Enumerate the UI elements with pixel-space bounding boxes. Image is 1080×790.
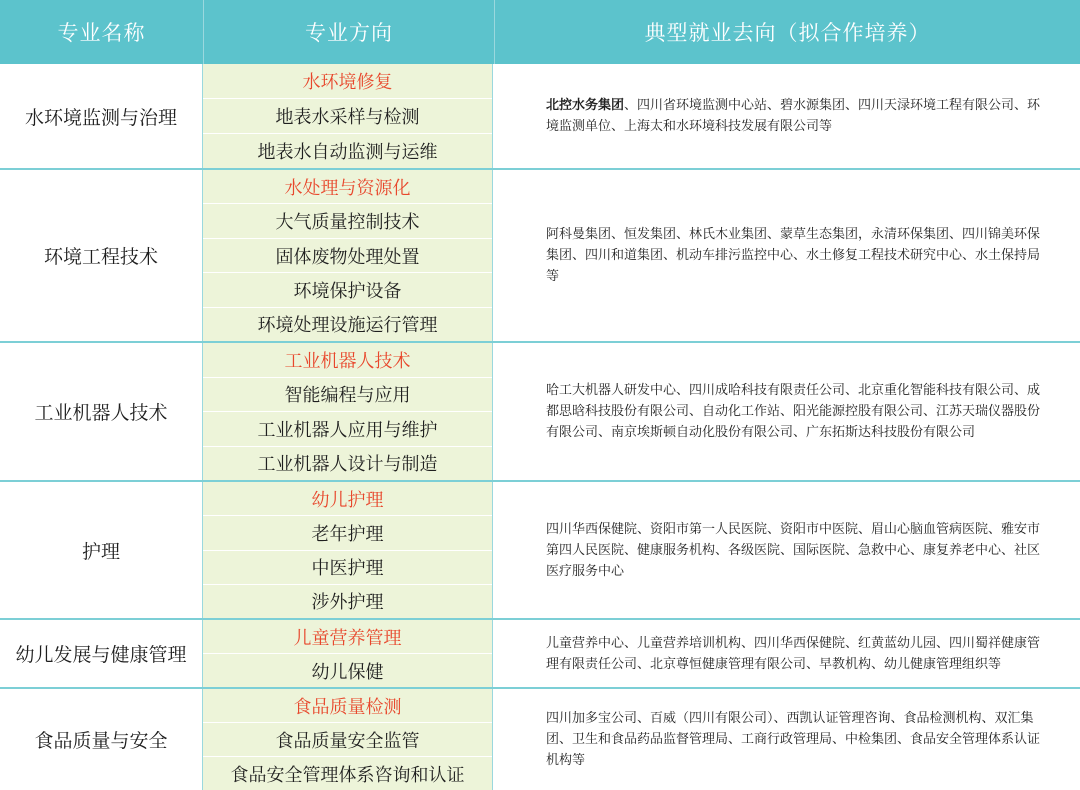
direction-item: 智能编程与应用 [203,377,492,412]
major-name: 工业机器人技术 [0,343,203,480]
direction-list [203,343,493,480]
employment-highlight: 北控水务集团 [546,98,625,113]
table-row [0,482,1080,620]
direction-item: 儿童营养管理 [293,627,402,649]
employment-text [546,95,1044,137]
major-name: 食品质量与安全 [0,689,203,790]
direction-item: 地表水采样与检测 [203,98,492,133]
major-name: 环境工程技术 [0,170,203,341]
header-major-name: 专业名称 [0,0,204,64]
employment-cell [493,343,1080,480]
employment-text: 哈工大机器人研发中心、四川成哈科技有限责任公司、北京重化智能科技有限公司、成都思晗科技股份有限公司、自动化工作站、阳光能源控股有限公司、江苏天瑞仪器股份有限公司、南京埃斯顿自动化股份有限公司、广东拓斯达科技股份有限公司 [546,383,1041,440]
direction-item: 环境处理设施运行管理 [203,307,492,341]
direction-item: 食品安全管理体系咨询和认证 [203,756,492,790]
employment-text: 儿童营养中心、儿童营养培训机构、四川华西保健院、红黄蓝幼儿园、四川蜀祥健康管理有限责任公司、北京尊恒健康管理有限公司、早教机构、幼儿健康管理组织等 [546,635,1041,672]
direction-item: 水处理与资源化 [284,177,411,199]
direction-list [203,170,493,341]
employment-text: 阿科曼集团、恒发集团、林氏木业集团、蒙草生态集团，永清环保集团、四川锦美环保集团、四川和道集团、机动车排污监控中心、水土修复工程技术研究中心、水土保持局等 [546,227,1041,284]
direction-list [203,64,493,168]
direction-item: 工业机器人技术 [284,350,411,372]
table-row [0,64,1080,170]
direction-list [203,482,493,618]
employment-rest: 、四川省环境监测中心站、碧水源集团、四川天渌环境工程有限公司、环境监测单位、上海太和水环境科技发展有限公司等 [546,98,1041,134]
employment-cell [493,689,1080,790]
direction-item: 食品质量检测 [293,696,402,718]
table-row [0,689,1080,790]
table-header [0,0,1080,64]
major-name: 护理 [0,482,203,618]
table-row [0,170,1080,343]
direction-item: 环境保护设备 [203,272,492,306]
major-name: 幼儿发展与健康管理 [0,620,203,687]
direction-item: 幼儿护理 [311,489,384,511]
table-body [0,64,1080,790]
employment-cell [493,620,1080,687]
direction-item: 地表水自动监测与运维 [203,133,492,168]
employment-cell [493,482,1080,618]
header-employment: 典型就业去向（拟合作培养） [644,21,931,45]
header-major-direction: 专业方向 [204,0,495,64]
direction-item: 工业机器人设计与制造 [203,446,492,481]
table-row [0,620,1080,689]
direction-list [203,689,493,790]
major-name: 水环境监测与治理 [0,64,203,168]
direction-item: 涉外护理 [203,584,492,618]
direction-item: 食品质量安全监管 [203,722,492,756]
direction-item: 大气质量控制技术 [203,203,492,237]
direction-item: 老年护理 [203,515,492,549]
direction-item: 幼儿保健 [203,653,492,687]
employment-text: 四川华西保健院、资阳市第一人民医院、资阳市中医院、眉山心脑血管病医院、雅安市第四人民医院、健康服务机构、各级医院、国际医院、急救中心、康复养老中心、社区医疗服务中心 [546,521,1041,579]
employment-cell [493,170,1080,341]
table-row [0,343,1080,482]
direction-item: 固体废物处理处置 [203,238,492,272]
direction-list [203,620,493,687]
employment-cell [493,64,1080,168]
employment-text: 四川加多宝公司、百威（四川有限公司）、西凯认证管理咨询、食品检测机构、双汇集团、卫生和食品药品监督管理局、工商行政管理局、中检集团、食品安全管理体系认证机构等 [546,711,1041,768]
direction-item: 工业机器人应用与维护 [203,411,492,446]
direction-item: 水环境修复 [302,72,393,93]
direction-item: 中医护理 [203,550,492,584]
